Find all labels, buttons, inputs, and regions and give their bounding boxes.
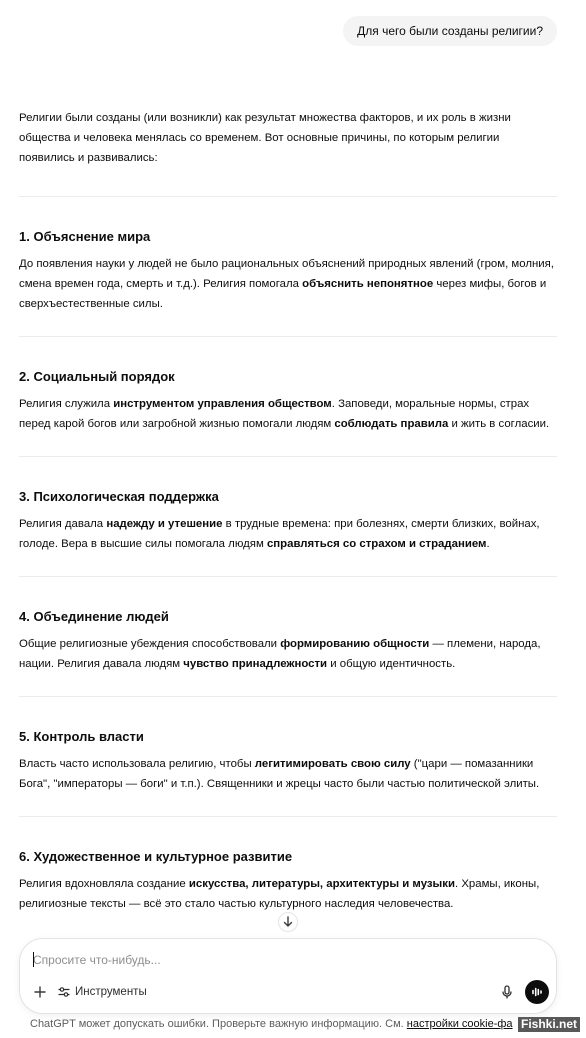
section-6	[19, 848, 557, 914]
section-2	[19, 368, 557, 434]
voice-mode-button[interactable]	[525, 980, 549, 1004]
section-title: 3. Психологическая поддержка	[19, 489, 219, 504]
section-4	[19, 608, 557, 674]
text-part: — племени, народа, нации. Религия давала людям	[19, 638, 541, 670]
voice-mode-icon	[525, 980, 549, 1004]
arrow-down-icon	[279, 913, 297, 931]
section-text	[19, 634, 557, 674]
section-1	[19, 228, 557, 314]
section-title: 2. Социальный порядок	[19, 369, 175, 384]
text-part: ("цари — помазанники Бога", "императоры — боги" и т.п.). Священники и жрецы часто были частью политической элиты.	[19, 758, 540, 790]
assistant-answer	[19, 108, 557, 914]
sliders-icon	[58, 986, 70, 998]
text-caret	[33, 952, 34, 967]
text-part: в трудные времена: при болезнях, смерти близких, войнах, голоде. Вера в высшие силы помогала людям	[19, 518, 540, 550]
tools-label: Инструменты	[75, 986, 147, 998]
bold-part: объяснить непонятное	[302, 278, 434, 290]
section-text	[19, 874, 557, 914]
text-part: Общие религиозные убеждения способствовали	[19, 638, 281, 650]
text-part: Религия вдохновляла создание	[19, 878, 189, 890]
bold-part: справляться со страхом и страданием	[266, 538, 487, 550]
cookie-settings-link[interactable]: настройки cookie-фа	[406, 1018, 513, 1030]
text-part: через мифы, богов и сверхъестественные силы.	[19, 278, 547, 310]
bold-part: легитимировать свою силу	[254, 758, 411, 770]
bold-part: искусства, литературы, архитектуры и музыки	[188, 878, 455, 890]
text-part: Религия служила	[19, 398, 114, 410]
disclaimer	[30, 1017, 513, 1031]
section-title: 6. Художественное и культурное развитие	[19, 849, 293, 864]
section-text	[19, 254, 557, 314]
text-part: Власть часто использовала религию, чтобы	[19, 758, 255, 770]
bold-part: формированию общности	[280, 638, 430, 650]
section-title: 5. Контроль власти	[19, 729, 144, 744]
answer-intro: Религии были созданы (или возникли) как результат множества факторов, и их роль в жизни общества и человека менялась со временем. Вот основные причины, по которым религии появились и развивались:	[19, 112, 511, 164]
bold-part: инструментом управления обществом	[113, 398, 332, 410]
section-text	[19, 394, 557, 434]
bold-part: соблюдать правила	[334, 418, 449, 430]
section-3	[19, 488, 557, 554]
site-watermark: Fishki.net	[518, 1017, 580, 1032]
text-part: До появления науки у людей не было рациональных объяснений природных явлений (гром, молния, смена времен года, смерть и т.д.). Религия помогала	[19, 258, 554, 290]
section-text	[19, 754, 557, 794]
plus-icon	[31, 983, 49, 1001]
section-text	[19, 514, 557, 554]
attach-button[interactable]	[31, 983, 49, 1001]
section-title: 1. Объяснение мира	[19, 229, 151, 244]
bold-part: чувство принадлежности	[183, 658, 328, 670]
text-part: . Заповеди, моральные нормы, страх перед карой богов или загробной жизнью помогали людям	[19, 398, 530, 430]
text-part: .	[486, 538, 490, 550]
bold-part: надежду и утешение	[106, 518, 223, 530]
user-message-bubble: Для чего были созданы религии?	[343, 16, 557, 46]
message-composer	[19, 938, 557, 1014]
text-part: Религия давала	[19, 518, 107, 530]
text-part: . Храмы, иконы, религиозные тексты — всё это стало частью культурного наследия человечества.	[19, 878, 540, 910]
microphone-icon	[498, 983, 516, 1001]
prompt-input[interactable]	[33, 951, 513, 969]
text-part: и общую идентичность.	[327, 658, 456, 670]
scroll-to-bottom-button[interactable]	[278, 912, 298, 932]
section-5	[19, 728, 557, 794]
dictate-button[interactable]	[498, 983, 516, 1001]
text-part: и жить в согласии.	[448, 418, 550, 430]
section-title: 4. Объединение людей	[19, 609, 169, 624]
tools-button[interactable]	[58, 983, 147, 1001]
disclaimer-text: ChatGPT может допускать ошибки. Проверьте важную информацию. См.	[30, 1018, 407, 1030]
